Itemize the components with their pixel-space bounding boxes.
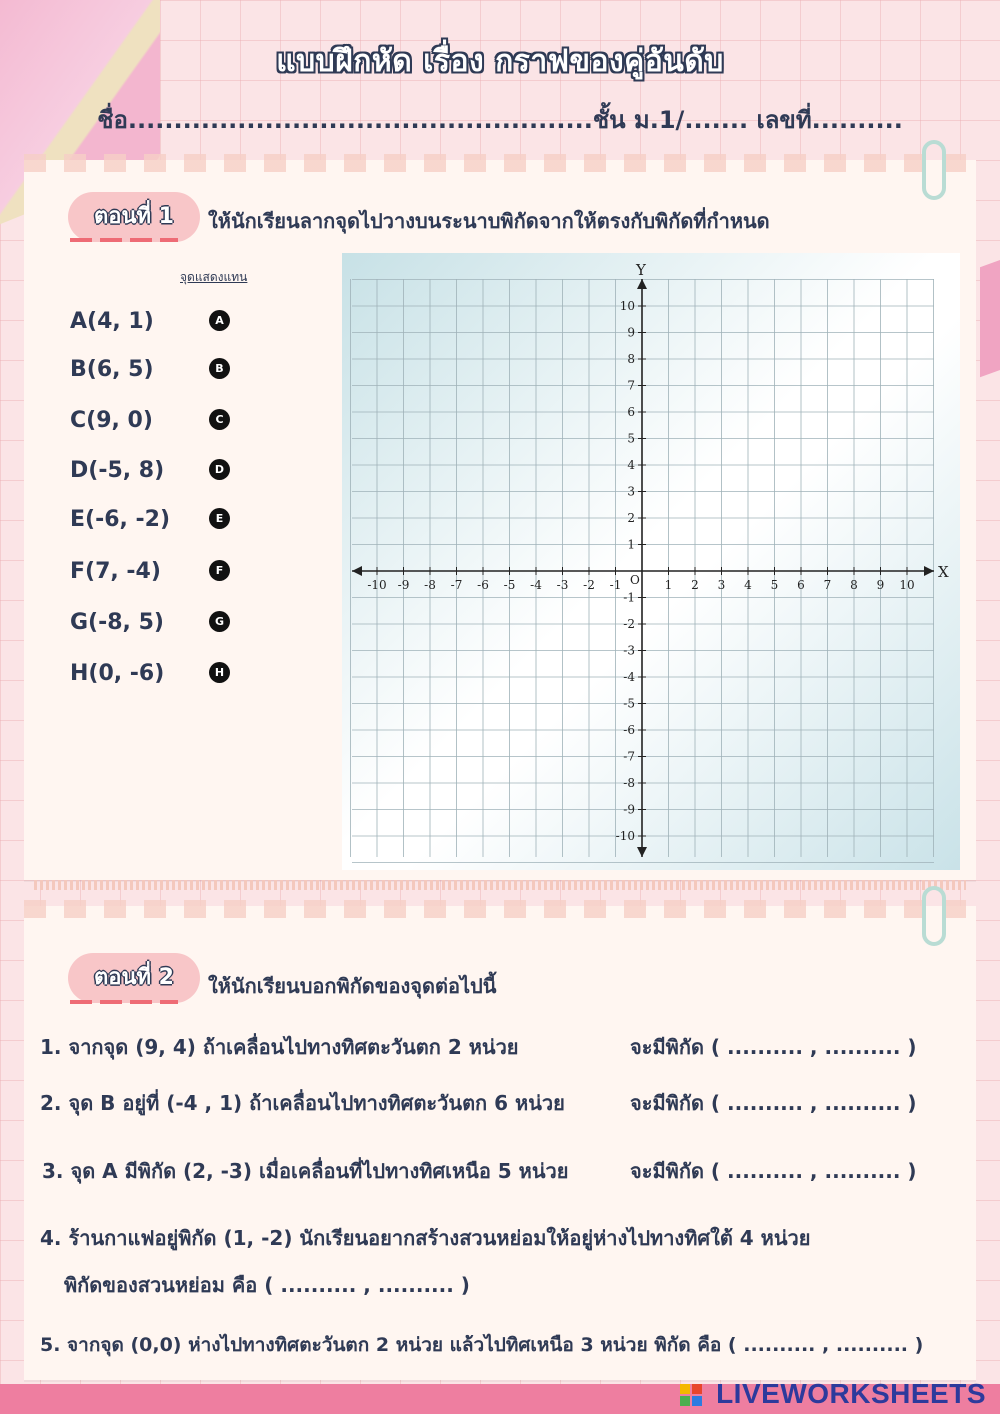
y-axis-arrow-up (637, 279, 647, 289)
y-tick-label: 1 (627, 537, 635, 552)
draggable-point-b[interactable]: B (209, 358, 230, 379)
y-axis-arrow-down (637, 847, 647, 857)
point-label: D(-5, 8) (70, 458, 165, 483)
x-tick-label: 3 (717, 578, 726, 592)
part1-label: ตอนที่ 1 (68, 192, 200, 242)
question-5[interactable]: 5. จากจุด (0,0) ห่างไปทางทิศตะวันตก 2 หน่วย แล้วไปทิศเหนือ 3 หน่วย พิกัด คือ ( .......... , .......... ) (40, 1334, 924, 1356)
point-row-g (70, 610, 240, 640)
draggable-point-g[interactable]: G (209, 611, 230, 632)
y-tick-label: 2 (627, 511, 635, 525)
point-row-d (70, 458, 240, 488)
x-tick-label: 10 (899, 578, 915, 592)
point-label: H(0, -6) (70, 661, 165, 686)
legend-header: จุดแสดงแทน (180, 270, 248, 284)
x-tick-label: 4 (744, 578, 752, 592)
draggable-point-e[interactable]: E (209, 508, 230, 529)
y-tick-label: 10 (619, 299, 635, 313)
decorative-ribbon (980, 253, 1000, 378)
x-axis-label: X (938, 563, 949, 581)
part2-instruction: ให้นักเรียนบอกพิกัดของจุดต่อไปนี้ (208, 974, 497, 998)
y-tick-label: 7 (627, 378, 635, 393)
point-label: A(4, 1) (70, 309, 154, 334)
x-axis-arrow-right (924, 566, 934, 576)
point-row-f (70, 559, 240, 589)
question-2: 2. จุด B อยู่ที่ (-4 , 1) ถ้าเคลื่อนไปทางทิศตะวันตก 6 หน่วย (40, 1091, 565, 1115)
x-tick-label: -5 (503, 578, 516, 592)
point-row-a (70, 309, 240, 339)
x-tick-label: 9 (876, 578, 885, 592)
question-1: 1. จากจุด (9, 4) ถ้าเคลื่อนไปทางทิศตะวันตก 2 หน่วย (40, 1035, 519, 1059)
x-tick-label: 7 (823, 578, 832, 592)
point-label: E(-6, -2) (70, 507, 171, 532)
point-row-h (70, 661, 240, 691)
x-tick-label: 8 (850, 578, 858, 592)
x-tick-label: -6 (477, 578, 489, 592)
y-tick-label: -10 (615, 829, 635, 843)
part1-label-underline (70, 238, 178, 242)
draggable-point-f[interactable]: F (209, 560, 230, 581)
tape-strip (24, 900, 976, 918)
x-tick-label: 1 (664, 578, 673, 592)
answer-1[interactable]: จะมีพิกัด ( .......... , .......... ) (630, 1035, 917, 1059)
draggable-point-c[interactable]: C (209, 409, 230, 430)
y-tick-label: -1 (623, 590, 635, 605)
y-tick-label: -8 (623, 776, 635, 790)
part2-label-underline (70, 1000, 178, 1004)
x-tick-label: -3 (556, 578, 569, 592)
y-tick-label: 6 (627, 405, 635, 419)
question-3: 3. จุด A มีพิกัด (2, -3) เมื่อเคลื่อนที่ไปทางทิศเหนือ 5 หน่วย (42, 1159, 569, 1183)
point-label: B(6, 5) (70, 357, 154, 382)
point-row-b (70, 357, 240, 387)
x-tick-label: 6 (797, 578, 805, 592)
brand-logo: LIVEWORKSHEETS (716, 1378, 986, 1409)
x-axis-arrow-left (352, 566, 362, 576)
x-tick-label: 2 (691, 578, 699, 592)
point-row-c (70, 408, 240, 438)
x-tick-label: -7 (450, 578, 463, 592)
tick-labels (367, 261, 949, 843)
point-row-e (70, 507, 240, 537)
part1-instruction: ให้นักเรียนลากจุดไปวางบนระนาบพิกัดจากให้ตรงกับพิกัดที่กำหนด (208, 209, 770, 233)
point-label: F(7, -4) (70, 559, 161, 584)
y-tick-label: -7 (623, 749, 635, 764)
liveworksheets-logo-icon (680, 1384, 702, 1406)
coordinate-plane-svg[interactable] (342, 253, 960, 870)
axes (352, 279, 934, 857)
y-tick-label: 3 (627, 484, 635, 499)
y-tick-label: -9 (623, 802, 635, 817)
y-tick-label: -6 (623, 723, 635, 737)
y-tick-label: -3 (623, 643, 635, 658)
student-info-line: ชื่อ...................................................ชั้น ม.1/....... เลขที่.......... (97, 106, 903, 134)
point-label: C(9, 0) (70, 408, 153, 433)
page-title: แบบฝึกหัด เรื่อง กราฟของคู่อันดับ (276, 44, 724, 79)
answer-3[interactable]: จะมีพิกัด ( .......... , .......... ) (630, 1159, 917, 1183)
y-tick-label: -5 (623, 696, 635, 711)
y-tick-label: 9 (627, 325, 635, 340)
x-tick-label: -9 (397, 578, 410, 592)
y-axis-label: Y (636, 261, 646, 279)
part2-label: ตอนที่ 2 (68, 953, 200, 1003)
y-tick-label: 4 (627, 458, 635, 472)
draggable-point-h[interactable]: H (209, 662, 230, 683)
x-tick-label: -8 (424, 578, 436, 592)
tape-strip (24, 154, 976, 172)
draggable-point-d[interactable]: D (209, 459, 230, 480)
paperclip-icon (922, 886, 946, 946)
x-tick-label: -4 (530, 578, 542, 592)
y-tick-label: -2 (623, 617, 635, 631)
coordinate-plane[interactable] (342, 253, 960, 870)
draggable-point-a[interactable]: A (209, 310, 230, 331)
answer-4[interactable]: พิกัดของสวนหย่อม คือ ( .......... , .......... ) (64, 1273, 470, 1297)
x-tick-label: -2 (583, 578, 595, 592)
y-tick-label: -4 (623, 670, 635, 684)
point-label: G(-8, 5) (70, 610, 164, 635)
x-tick-label: 5 (770, 578, 779, 592)
x-tick-label: -1 (609, 578, 622, 592)
answer-2[interactable]: จะมีพิกัด ( .......... , .......... ) (630, 1091, 917, 1115)
question-4: 4. ร้านกาแฟอยู่พิกัด (1, -2) นักเรียนอยากสร้างสวนหย่อมให้อยู่ห่างไปทางทิศใต้ 4 หน่วย (40, 1226, 811, 1250)
y-tick-label: 8 (627, 352, 635, 366)
origin-label: O (630, 573, 640, 587)
y-tick-label: 5 (627, 431, 635, 446)
paperclip-icon (922, 140, 946, 200)
x-tick-label: -10 (367, 578, 387, 592)
